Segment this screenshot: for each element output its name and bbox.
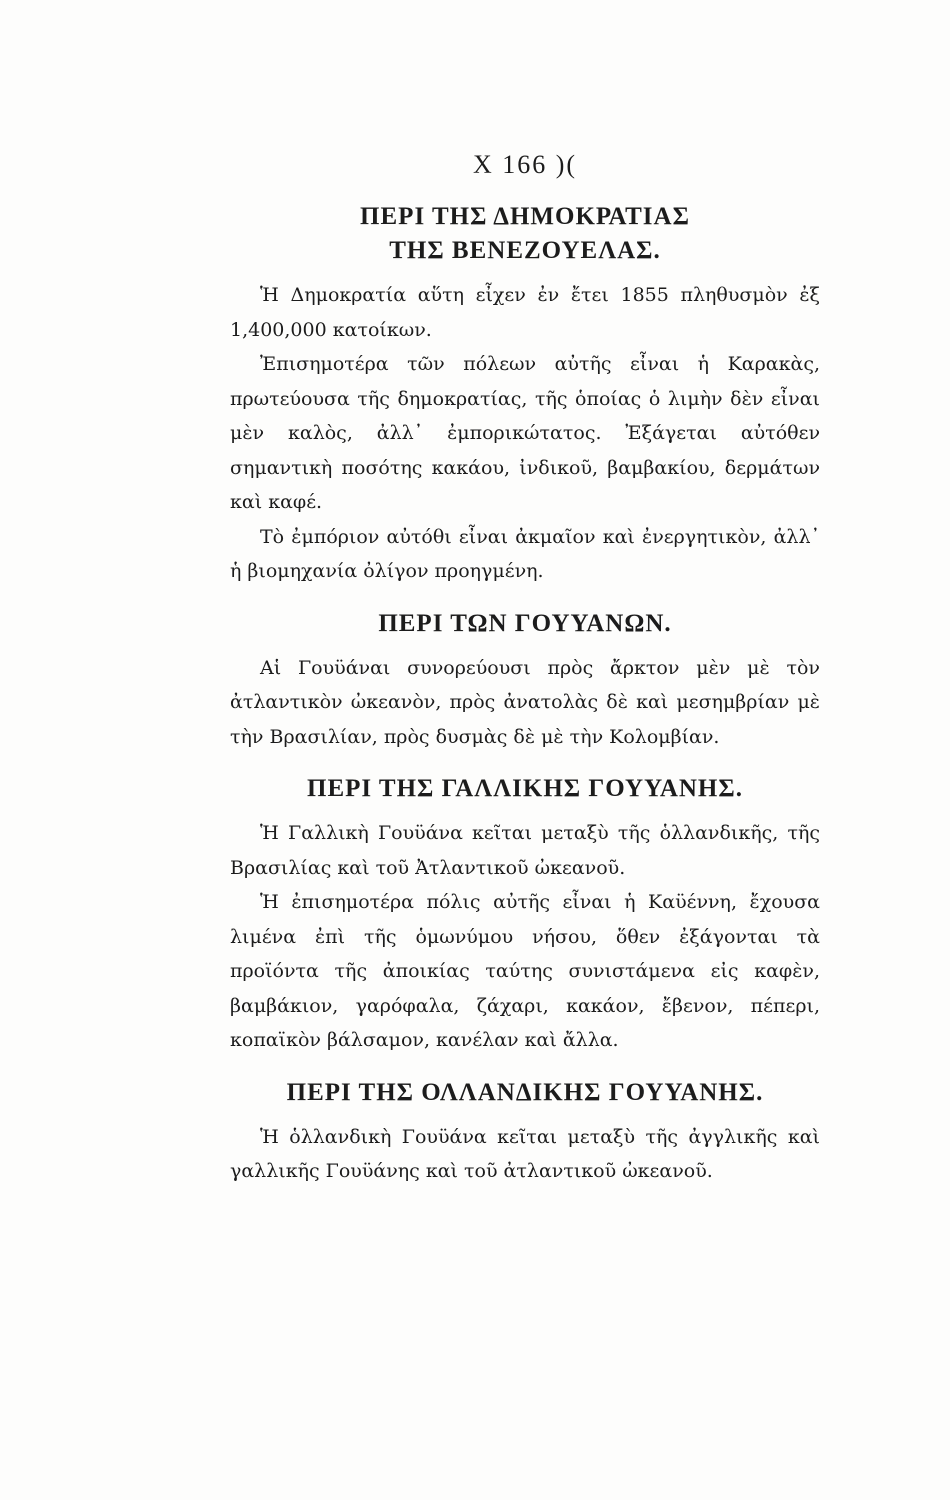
page-number: Χ 166 )(	[472, 150, 578, 179]
section-heading-venezuela-line2: ΤΗΣ ΒΕΝΕΖΟΥΕΛΑΣ.	[389, 237, 661, 264]
paragraph: Ἡ ἐπισημοτέρα πόλις αὐτῆς εἶναι ἡ Καϋέννη, ἔχουσα λιμένα ἐπὶ τῆς ὁμωνύμου νήσου, ὅθεν ἐξάγονται τὰ προϊόντα τῆς ἀποικίας ταύτης συνιστάμενα εἰς καφὲν, βαμβάκιον, γαρόφαλα, ζάχαρι, κακάον, ἔβενον, πέπερι, κοπαϊκὸν βάλσαμον, κανέλαν καὶ ἄλλα.	[230, 891, 820, 1051]
paragraph: Ἡ Γαλλικὴ Γουϋάνα κεῖται μεταξὺ τῆς ὁλλανδικῆς, τῆς Βρασιλίας καὶ τοῦ Ἀτλαντικοῦ ὠκεανοῦ.	[230, 822, 820, 879]
section-heading-guianas: ΠΕΡΙ ΤΩΝ ΓΟΥΥΑΝΩΝ.	[378, 609, 672, 637]
paragraph: Ἡ ὁλλανδικὴ Γουϋάνα κεῖται μεταξὺ τῆς ἀγγλικῆς καὶ γαλλικῆς Γουϋάνης καὶ τοῦ ἀτλαντικοῦ ὠκεανοῦ.	[230, 1125, 820, 1182]
text-column	[230, 150, 820, 1207]
section-french-guiana	[230, 772, 820, 1058]
paragraph: Ἡ Δημοκρατία αὕτη εἶχεν ἐν ἔτει 1855 πληθυσμὸν ἐξ 1,400,000 κατοίκων.	[230, 284, 820, 341]
section-heading-venezuela-line1: ΠΕΡΙ ΤΗΣ ΔΗΜΟΚΡΑΤΙΑΣ	[360, 203, 690, 230]
paragraph: Τὸ ἐμπόριον αὐτόθι εἶναι ἀκμαῖον καὶ ἐνεργητικὸν, ἀλλ᾽ ἡ βιομηχανία ὀλίγον προηγμένη.	[230, 525, 820, 582]
paragraph: Αἱ Γουϋάναι συνορεύουσι πρὸς ἄρκτον μὲν μὲ τὸν ἀτλαντικὸν ὠκεανὸν, πρὸς ἀνατολὰς δὲ καὶ μεσημβρίαν μὲ τὴν Βρασιλίαν, πρὸς δυσμὰς δὲ μὲ τὴν Κολομβίαν.	[230, 656, 820, 748]
section-guianas	[230, 607, 820, 755]
section-heading-dutch-guiana: ΠΕΡΙ ΤΗΣ ΟΛΛΑΝΔΙΚΗΣ ΓΟΥΥΑΝΗΣ.	[286, 1078, 764, 1106]
section-heading-french-guiana: ΠΕΡΙ ΤΗΣ ΓΑΛΛΙΚΗΣ ΓΟΥΥΑΝΗΣ.	[307, 775, 743, 802]
paragraph: Ἐπισημοτέρα τῶν πόλεων αὐτῆς εἶναι ἡ Καρακὰς, πρωτεύουσα τῆς δημοκρατίας, τῆς ὁποίας ὁ λιμὴν δὲν εἶναι μὲν καλὸς, ἀλλ᾽ ἐμπορικώτατος. Ἐξάγεται αὐτόθεν σημαντικὴ ποσότης κακάου, ἰνδικοῦ, βαμβακίου, δερμάτων καὶ καφέ.	[230, 353, 820, 513]
section-dutch-guiana	[230, 1076, 820, 1189]
section-venezuela	[230, 200, 820, 589]
